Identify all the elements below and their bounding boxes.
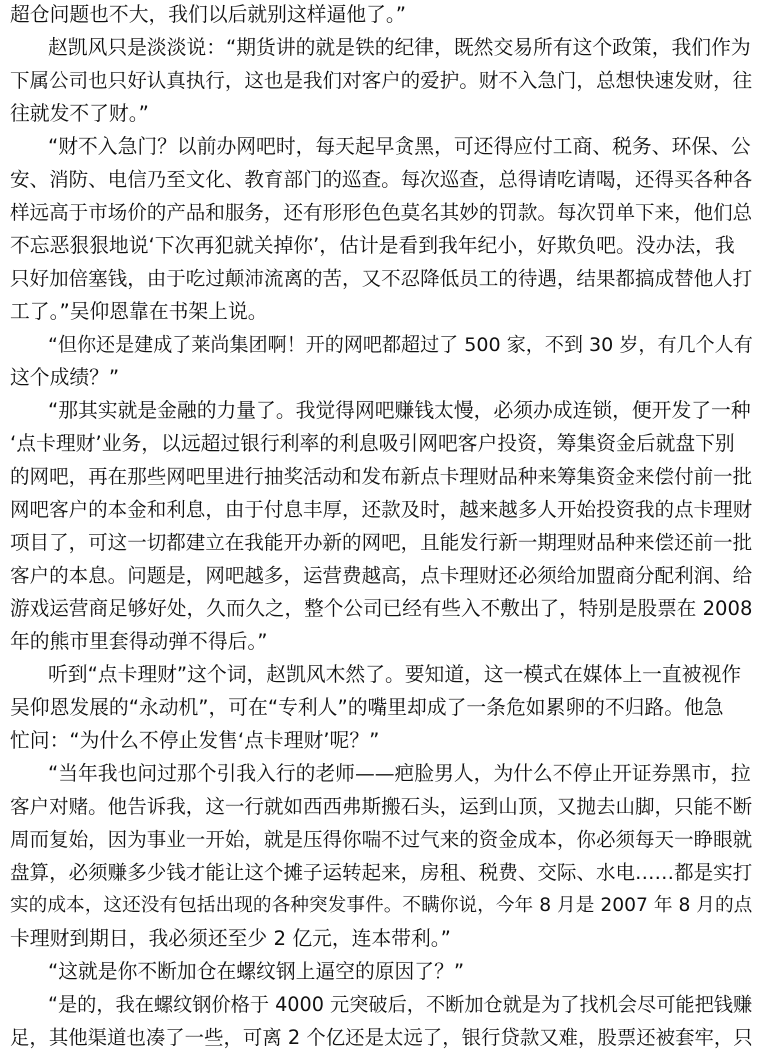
text-line: 足，其他渠道也凑了一些，可离 2 个亿还是太远了，银行贷款又难，股票还被套牢，只 [10,1026,753,1049]
text-line: 游戏运营商足够好处，久而久之，整个公司已经有些入不敷出了，特别是股票在 2008 [10,597,753,620]
text-line: 周而复始，因为事业一开始，就是压得你喘不过气来的资金成本，你必须每天一睁眼就 [10,828,753,851]
text-line: 这个成绩？” [10,366,120,389]
text-line: 实的成本，这还没有包括出现的各种突发事件。不瞒你说，今年 8 月是 2007 年 8 月的点 [10,895,753,916]
text-line: 客户的本息。问题是，网吧越多，运营费越高，点卡理财还必须给加盟商分配利润、给 [10,564,753,587]
text-line: 吴仰恩发展的“永动机”，可在“专利人”的嘴里却成了一条危如累卵的不归路。他急 [10,696,724,719]
text-line: 网吧客户的本金和利息，由于付息丰厚，还款及时，越来越多人开始投资我的点卡理财 [10,498,753,521]
text-line: 忙问：“为什么不停止发售‘点卡理财’呢？” [10,729,380,752]
text-line: ‘点卡理财’业务，以远超过银行利率的利息吸引网吧客户投资，筹集资金后就盘下别 [10,432,735,455]
text-line: 超仓问题也不大，我们以后就别这样逼他了。” [10,3,406,26]
text-line: “是的，我在螺纹钢价格于 4000 元突破后，不断加仓就是为了找机会尽可能把钱赚 [48,993,753,1016]
text-line: “这就是你不断加仓在螺纹钢上逼空的原因了？” [48,960,465,983]
text-line: 项目了，可这一切都建立在我能开办新的网吧，且能发行新一期理财品种来偿还前一批 [10,531,753,554]
text-line: 的网吧，再在那些网吧里进行抽奖活动和发布新点卡理财品种来筹集资金来偿付前一批 [10,465,753,488]
text-line: 卡理财到期日，我必须还至少 2 亿元，连本带利。” [10,927,451,950]
text-line: 赵凯风只是淡淡说：“期货讲的就是铁的纪律，既然交易所有这个政策，我们作为 [48,36,751,59]
text-line: “当年我也问过那个引我入行的老师——疤脸男人，为什么不停止开证券黑市，拉 [48,762,751,785]
text-line: 盘算，必须赚多少钱才能让这个摊子运转起来，房租、税费、交际、水电……都是实打 [10,861,753,884]
text-line: 样远高于市场价的产品和服务，还有形形色色莫名其妙的罚款。每次罚单下来，他们总 [10,201,753,224]
text-line: 工了。”吴仰恩靠在书架上说。 [10,300,268,323]
text-line: 年的熊市里套得动弹不得后。” [10,630,268,653]
text-line: 不忘恶狠狠地说‘下次再犯就关掉你’，估计是看到我年纪小，好欺负吧。没办法，我 [10,234,735,257]
text-line: 只好加倍塞钱，由于吃过颠沛流离的苦，又不忍降低员工的待遇，结果都搞成替他人打 [10,267,753,290]
text-line: “财不入急门？以前办网吧时，每天起早贪黑，可还得应付工商、税务、环保、公 [48,135,751,158]
text-line: 安、消防、电信乃至文化、教育部门的巡查。每次巡查，总得请吃请喝，还得买各种各 [10,168,753,191]
text-line: 客户对赌。他告诉我，这一行就如西西弗斯搬石头，运到山顶，又抛去山脚，只能不断 [10,795,753,818]
text-line: 往就发不了财。” [10,102,149,125]
text-line: 听到“点卡理财”这个词，赵凯风木然了。要知道，这一模式在媒体上一直被视作 [48,663,742,686]
text-line: “但你还是建成了莱尚集团啊！开的网吧都超过了 500 家，不到 30 岁，有几个人有 [48,334,753,356]
text-line: 下属公司也只好认真执行，这也是我们对客户的爱护。财不入急门，总想快速发财，往 [10,69,753,92]
text-line: “那其实就是金融的力量了。我觉得网吧赚钱太慢，必须办成连锁，便开发了一种 [48,399,751,422]
